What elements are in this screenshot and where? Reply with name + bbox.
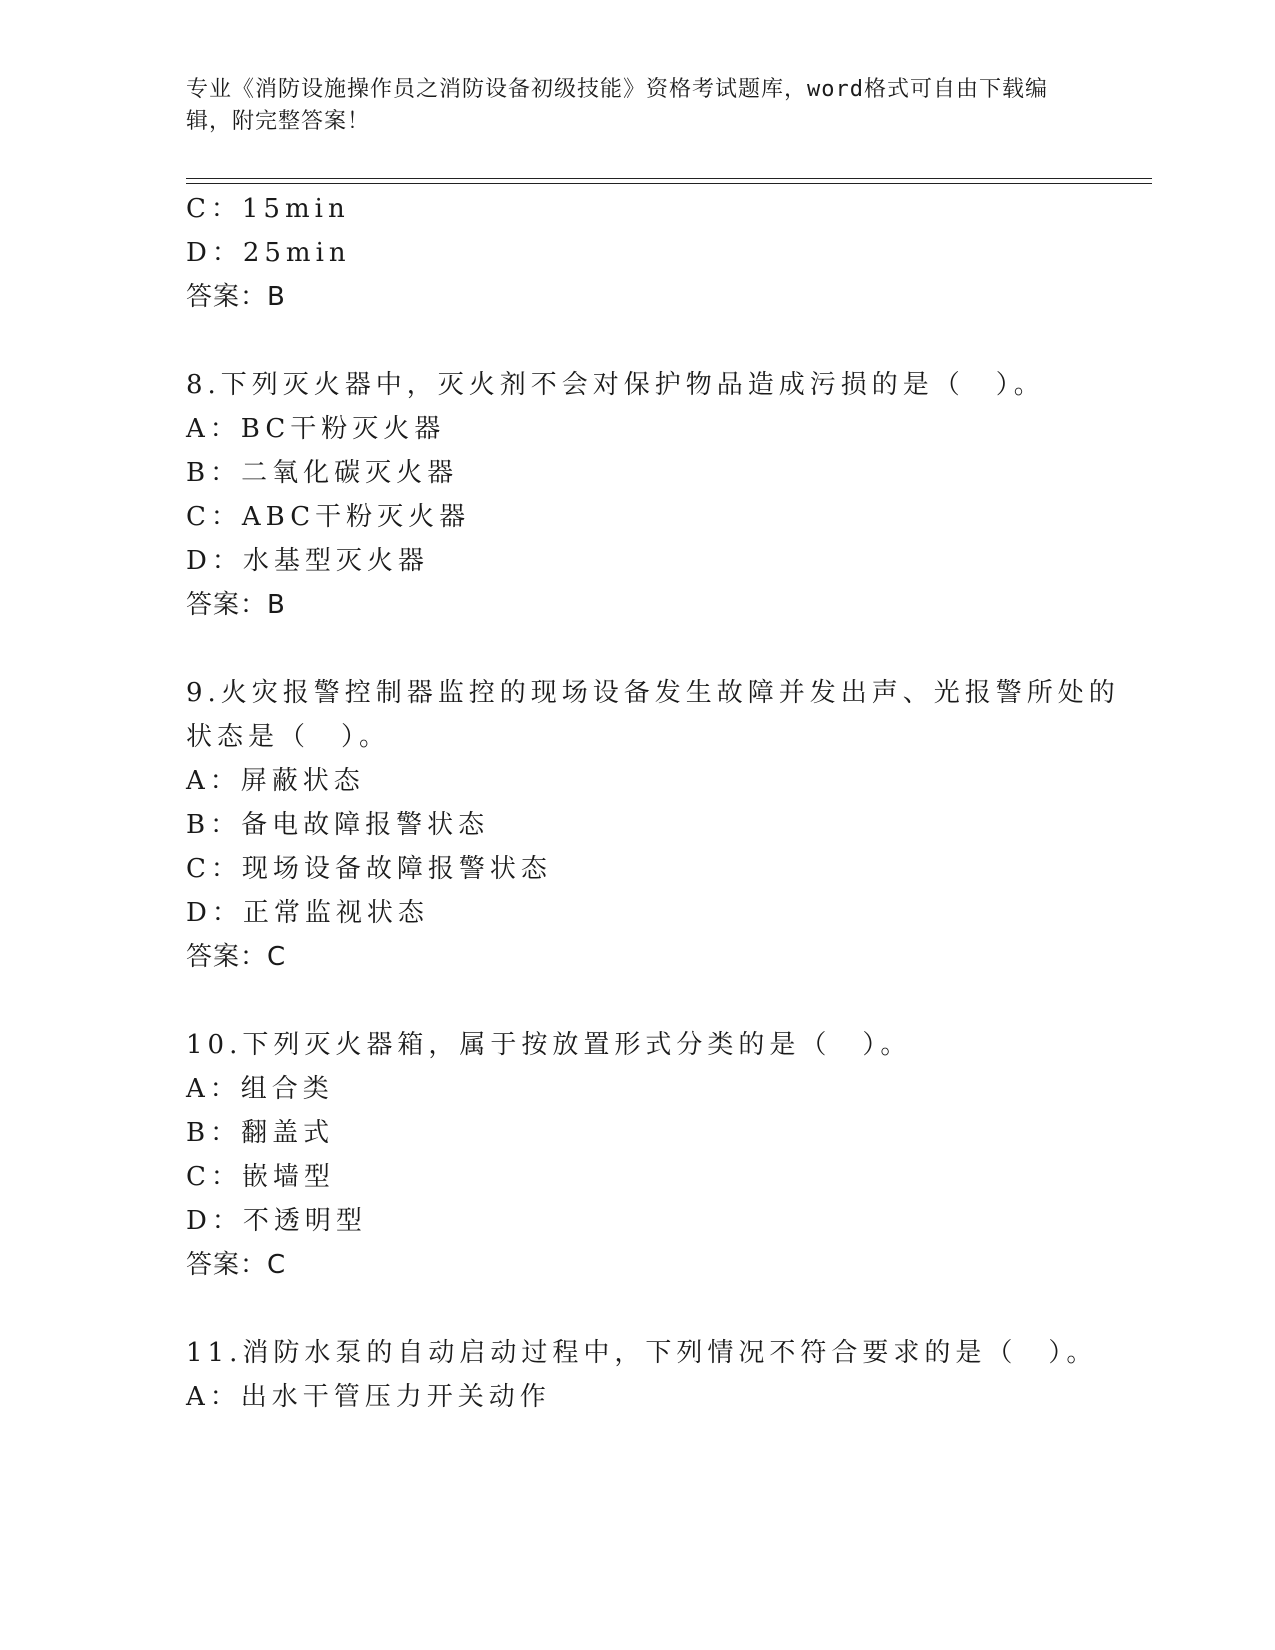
- q11-option-a: A：出水干管压力开关动作: [186, 1382, 551, 1412]
- q9-option-d: D：正常监视状态: [186, 898, 429, 928]
- q9-stem-line1: 9.火灾报警控制器监控的现场设备发生故障并发出声、光报警所处的: [186, 678, 1120, 708]
- q10-answer: 答案：C: [186, 1250, 287, 1280]
- q9-answer: 答案：C: [186, 942, 287, 972]
- q8-stem: 8.下列灭火器中，灭火剂不会对保护物品造成污损的是（ ）。: [186, 370, 1045, 400]
- header-divider-bottom: [186, 183, 1152, 184]
- q8-option-d: D：水基型灭火器: [186, 546, 429, 576]
- q9-option-b: B：备电故障报警状态: [186, 810, 490, 840]
- q9-stem-line2: 状态是（ ）。: [186, 722, 391, 752]
- q10-option-c: C：嵌墙型: [186, 1162, 335, 1192]
- q8-option-c: C：ABC干粉灭火器: [186, 502, 471, 532]
- prev-option-d: D：25min: [186, 238, 351, 268]
- prev-answer: 答案：B: [186, 282, 286, 312]
- q10-option-a: A：组合类: [186, 1074, 334, 1104]
- header-divider-top: [186, 178, 1152, 179]
- q10-option-d: D：不透明型: [186, 1206, 367, 1236]
- q10-option-b: B：翻盖式: [186, 1118, 335, 1148]
- q11-stem: 11.消防水泵的自动启动过程中，下列情况不符合要求的是（ ）。: [186, 1338, 1098, 1368]
- q8-option-a: A：BC干粉灭火器: [186, 414, 446, 444]
- q9-option-a: A：屏蔽状态: [186, 766, 365, 796]
- q8-answer: 答案：B: [186, 590, 286, 620]
- q9-option-c: C：现场设备故障报警状态: [186, 854, 552, 884]
- q8-option-b: B：二氧化碳灭火器: [186, 458, 459, 488]
- q10-stem: 10.下列灭火器箱，属于按放置形式分类的是（ ）。: [186, 1030, 912, 1060]
- prev-option-c: C：15min: [186, 194, 350, 224]
- document-header: 专业《消防设施操作员之消防设备初级技能》资格考试题库，word格式可自由下载编辑，附完整答案！: [186, 77, 1048, 134]
